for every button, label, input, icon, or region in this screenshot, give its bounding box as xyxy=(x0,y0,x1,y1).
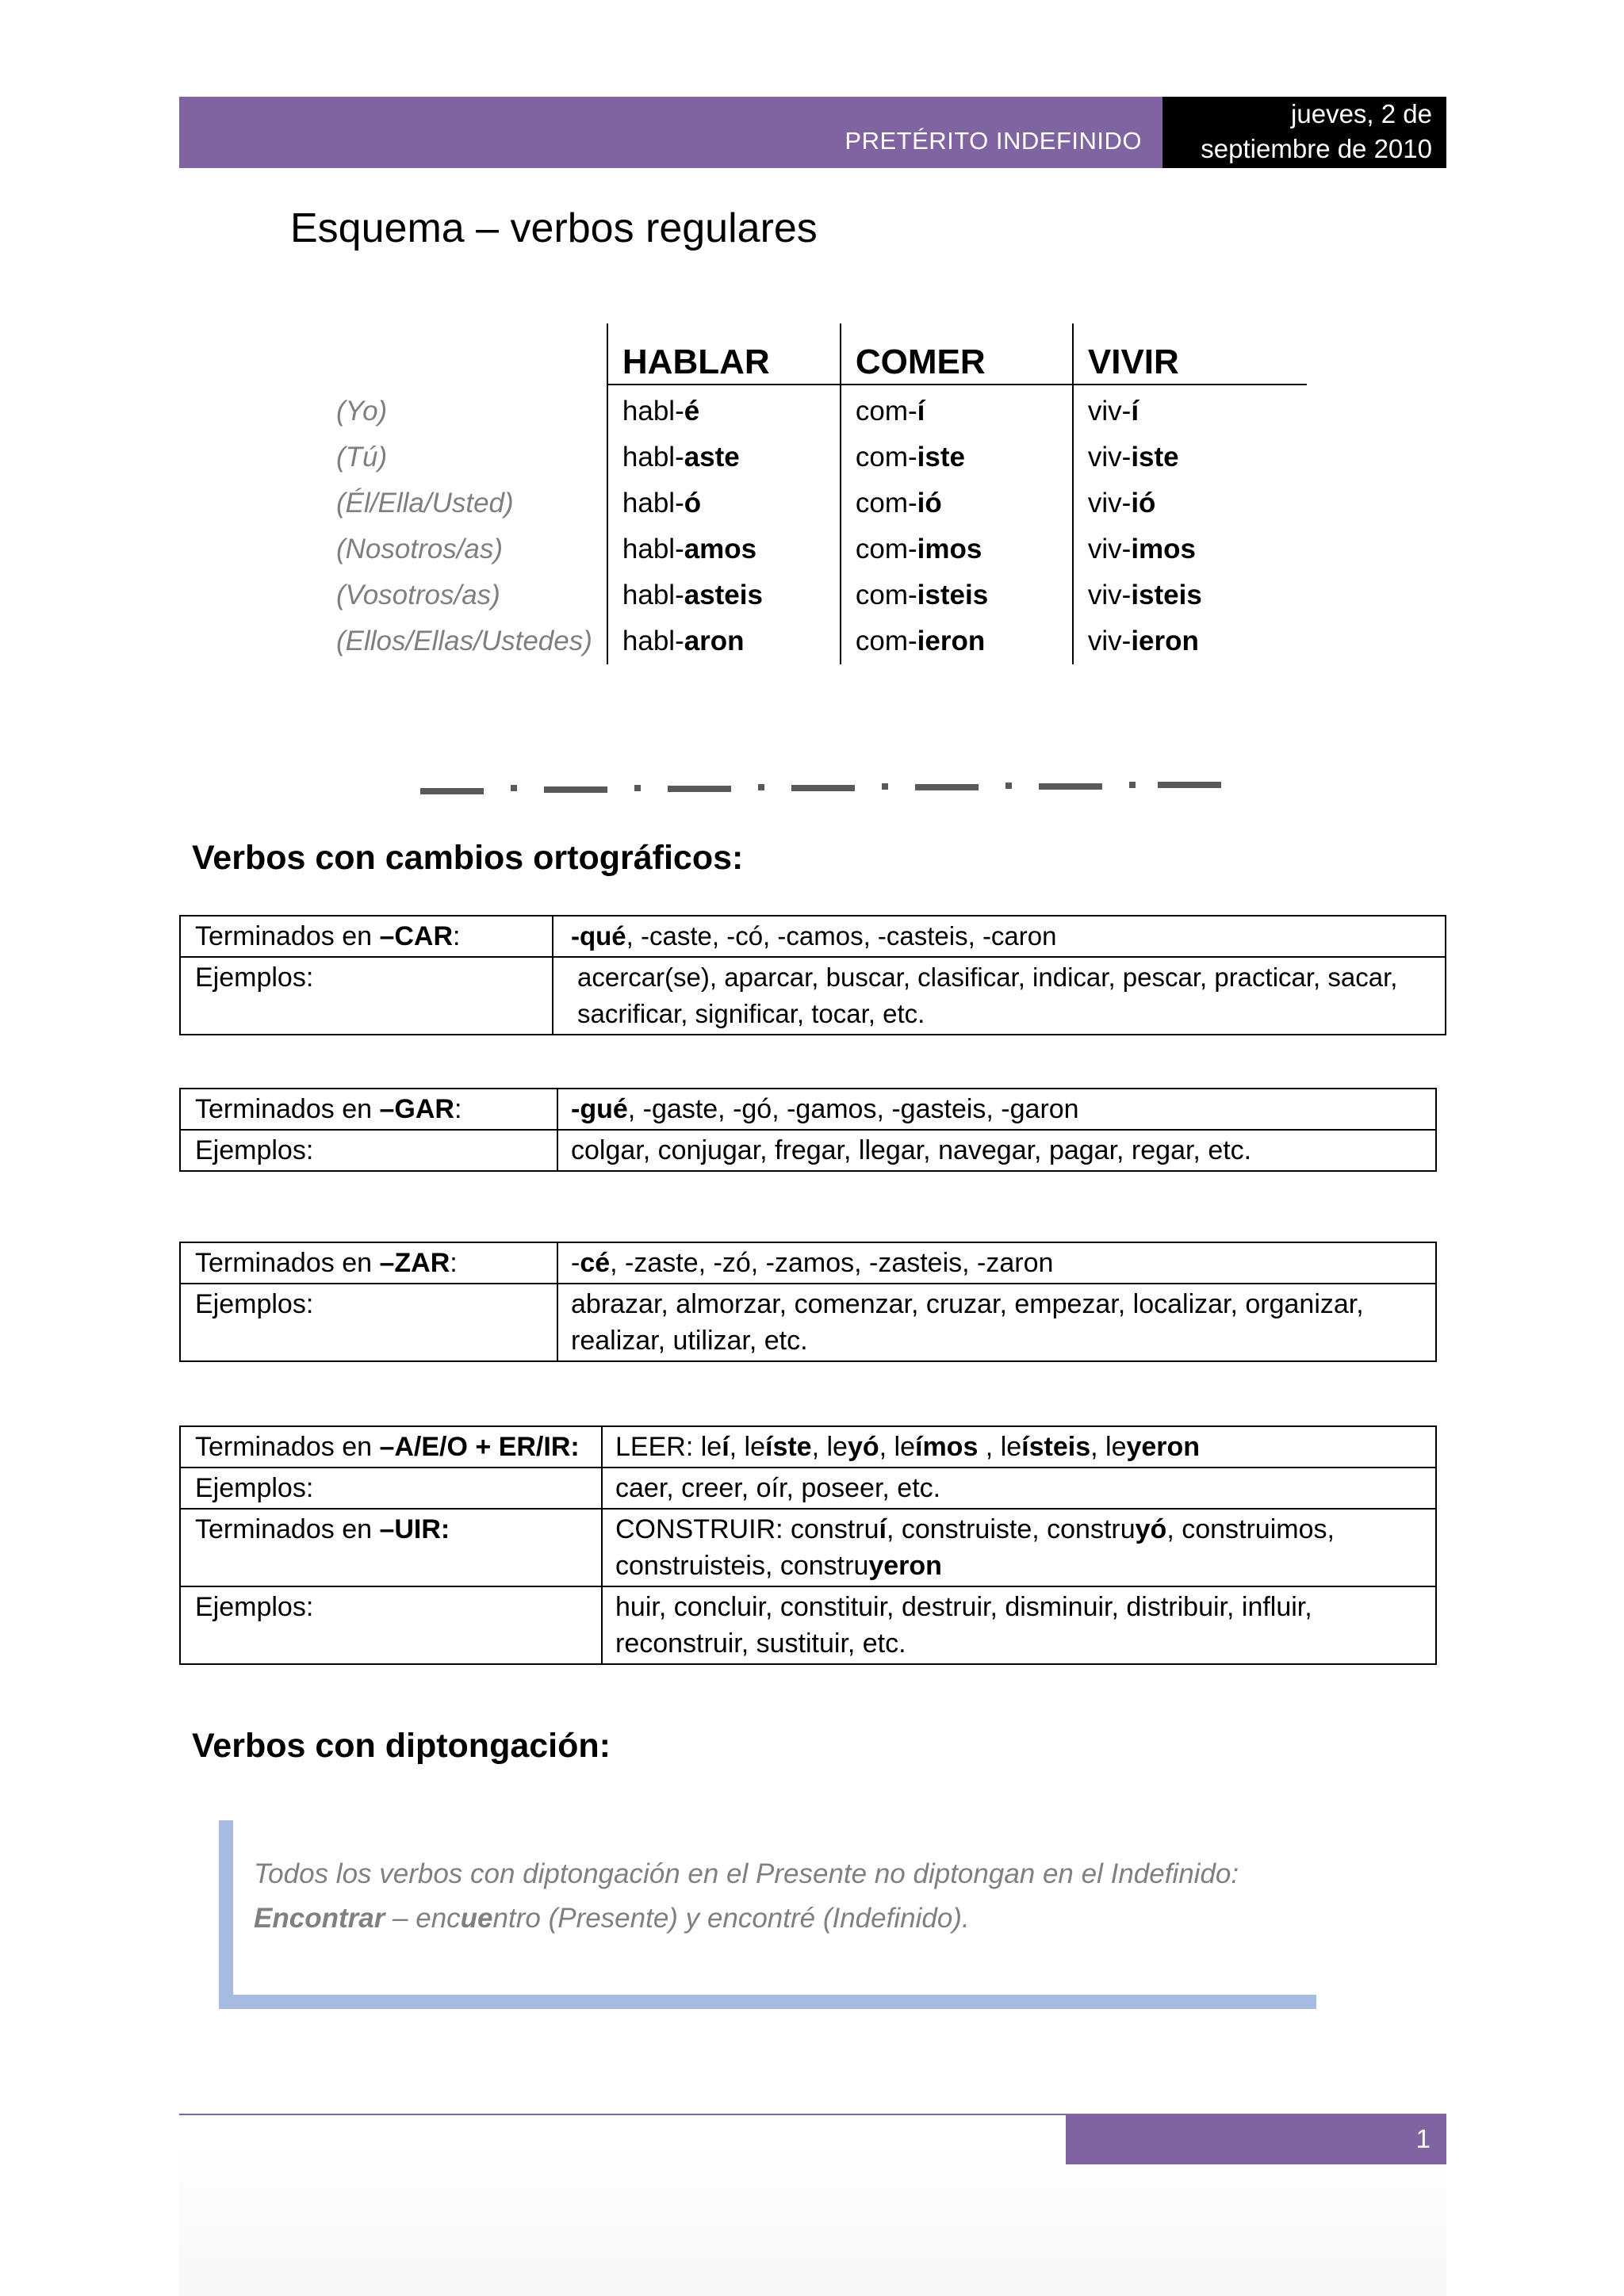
table-row xyxy=(322,434,1307,480)
divider-dot xyxy=(634,785,641,791)
uir-examples: huir, concluir, constituir, destruir, disminuir, distribuir, influir, reconstruir, sustituir, etc. xyxy=(602,1586,1436,1664)
aeo-uir-table xyxy=(179,1425,1437,1665)
table-row xyxy=(180,1468,1436,1509)
regular-verbs-body xyxy=(322,385,1307,664)
table-row xyxy=(180,1586,1436,1664)
car-examples: acercar(se), aparcar, buscar, clasificar, indicar, pescar, practicar, sacar, sacrificar, significar, tocar, etc. xyxy=(553,957,1446,1035)
zar-examples-label: Ejemplos: xyxy=(180,1284,557,1361)
dash-dot-divider xyxy=(420,782,1221,794)
table-row xyxy=(322,526,1307,572)
conjugation-cell: viv-imos xyxy=(1073,526,1307,572)
date-line-2: septiembre de 2010 xyxy=(1201,134,1432,163)
conjugation-cell: habl-aron xyxy=(607,618,841,664)
divider-dot xyxy=(1005,783,1012,789)
conjugation-cell: viv-í xyxy=(1073,385,1307,434)
conjugation-cell: com-ieron xyxy=(841,618,1073,664)
section-heading-diphthong: Verbos con diptongación: xyxy=(192,1727,611,1765)
gar-table xyxy=(179,1088,1437,1172)
conjugation-cell: viv-isteis xyxy=(1073,572,1307,618)
zar-examples: abrazar, almorzar, comenzar, cruzar, empezar, localizar, organizar, realizar, utilizar, etc. xyxy=(557,1284,1436,1361)
divider-dash xyxy=(420,788,484,794)
pronoun-cell: (Yo) xyxy=(336,395,388,427)
uir-label: Terminados en –UIR: xyxy=(180,1509,602,1586)
aeo-label: Terminados en –A/E/O + ER/IR: xyxy=(180,1426,602,1468)
conjugation-cell: viv-iste xyxy=(1073,434,1307,480)
conjugation-cell: viv-ieron xyxy=(1073,618,1307,664)
conjugation-cell: viv-ió xyxy=(1073,480,1307,526)
quote-line-1: Todos los verbos con diptongación en el Presente no diptongan en el Indefinido: xyxy=(254,1858,1239,1889)
table-row xyxy=(180,957,1446,1035)
divider-dash xyxy=(1039,783,1102,790)
quote-left-bar xyxy=(219,1820,233,2009)
conjugation-cell: com-isteis xyxy=(841,572,1073,618)
table-row xyxy=(180,1509,1436,1586)
divider-dash xyxy=(544,786,607,793)
zar-table xyxy=(179,1242,1437,1362)
conjugation-cell: habl-é xyxy=(607,385,841,434)
pronoun-cell: (Vosotros/as) xyxy=(336,580,500,610)
divider-dot xyxy=(511,785,517,791)
uir-examples-label: Ejemplos: xyxy=(180,1586,602,1664)
table-header-row xyxy=(322,323,1307,385)
date-line-1: jueves, 2 de xyxy=(1291,99,1432,128)
car-table xyxy=(179,915,1446,1035)
divider-dash xyxy=(791,785,855,791)
gar-label: Terminados en –GAR: xyxy=(180,1089,557,1130)
table-row xyxy=(180,916,1446,957)
table-row xyxy=(322,480,1307,526)
page-number: 1 xyxy=(1066,2114,1446,2164)
aeo-examples: caer, creer, oír, poseer, etc. xyxy=(602,1468,1436,1509)
empty-header-cell xyxy=(322,323,607,385)
section-heading-orthographic: Verbos con cambios ortográficos: xyxy=(192,839,744,877)
conjugation-cell: com-í xyxy=(841,385,1073,434)
zar-endings: -cé, -zaste, -zó, -zamos, -zasteis, -zaron xyxy=(557,1242,1436,1284)
table-row xyxy=(322,618,1307,664)
table-row xyxy=(180,1284,1436,1361)
construir-conjugation: CONSTRUIR: construí, construiste, construyó, construimos, construisteis, construyeron xyxy=(602,1509,1436,1586)
quote-bottom-bar xyxy=(219,1995,1316,2009)
divider-dash xyxy=(1158,782,1221,788)
page-title: Esquema – verbos regulares xyxy=(290,205,818,251)
gar-examples: colgar, conjugar, fregar, llegar, navegar, pagar, regar, etc. xyxy=(557,1130,1436,1171)
header-date xyxy=(1162,97,1446,168)
table-row xyxy=(180,1426,1436,1468)
car-endings: -qué, -caste, -có, -camos, -casteis, -caron xyxy=(553,916,1446,957)
pronoun-cell: (Ellos/Ellas/Ustedes) xyxy=(336,626,592,656)
car-examples-label: Ejemplos: xyxy=(180,957,553,1035)
gar-endings: -gué, -gaste, -gó, -gamos, -gasteis, -garon xyxy=(557,1089,1436,1130)
table-row xyxy=(180,1242,1436,1284)
regular-verbs-table xyxy=(322,323,1307,664)
divider-dot xyxy=(882,783,888,790)
conjugation-cell: habl-aste xyxy=(607,434,841,480)
divider-dot xyxy=(1129,782,1136,788)
gar-examples-label: Ejemplos: xyxy=(180,1130,557,1171)
quote-text xyxy=(254,1852,1300,1941)
zar-label: Terminados en –ZAR: xyxy=(180,1242,557,1284)
table-row xyxy=(180,1089,1436,1130)
table-row xyxy=(180,1130,1436,1171)
conjugation-cell: habl-ó xyxy=(607,480,841,526)
divider-dash xyxy=(668,786,731,792)
leer-conjugation: LEER: leí, leíste, leyó, leímos , leísteis, leyeron xyxy=(602,1426,1436,1468)
pronoun-cell: (Tú) xyxy=(336,442,388,473)
aeo-examples-label: Ejemplos: xyxy=(180,1468,602,1509)
table-row xyxy=(322,385,1307,434)
table-row xyxy=(322,572,1307,618)
header-title: PRETÉRITO INDEFINIDO xyxy=(845,127,1142,155)
header-comer: COMER xyxy=(841,323,1073,385)
pronoun-cell: (Él/Ella/Usted) xyxy=(336,488,514,519)
conjugation-cell: com-iste xyxy=(841,434,1073,480)
header-vivir: VIVIR xyxy=(1073,323,1307,385)
conjugation-cell: com-imos xyxy=(841,526,1073,572)
car-label: Terminados en –CAR: xyxy=(180,916,553,957)
quote-line-2: Encontrar – encuentro (Presente) y encontré (Indefinido). xyxy=(254,1903,970,1934)
divider-dot xyxy=(758,784,764,790)
pronoun-cell: (Nosotros/as) xyxy=(336,534,504,564)
conjugation-cell: com-ió xyxy=(841,480,1073,526)
conjugation-cell: habl-asteis xyxy=(607,572,841,618)
divider-dash xyxy=(915,784,979,790)
header-hablar: HABLAR xyxy=(607,323,841,385)
conjugation-cell: habl-amos xyxy=(607,526,841,572)
